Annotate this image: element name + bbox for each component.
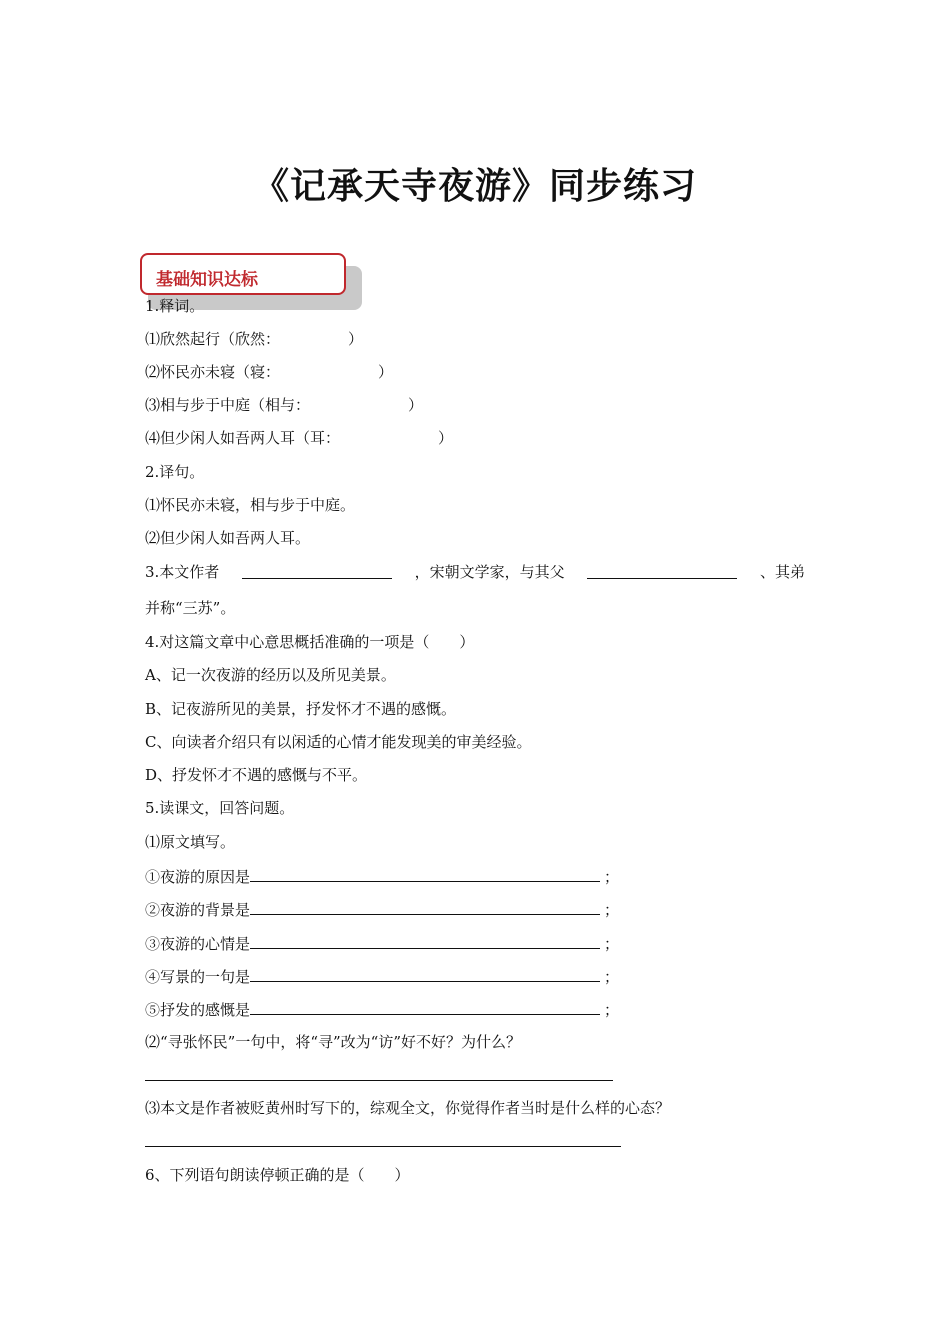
q4-option-d[interactable]: D、抒发怀才不遇的感慨与不平。 (145, 766, 368, 784)
q1-item-4: ⑷但少闲人如吾两人耳（耳： ） (145, 429, 454, 447)
q1-item-2: ⑵怀民亦未寝（寝： ） (145, 363, 394, 381)
q3-father-blank[interactable] (587, 562, 737, 579)
q5-fill-3-blank[interactable] (250, 932, 600, 949)
section-banner (140, 253, 346, 295)
q5-fill-5: ⑤抒发的感慨是 ； (145, 998, 619, 1020)
q4-option-c[interactable]: C、向读者介绍只有以闲适的心情才能发现美的审美经验。 (145, 733, 532, 751)
section-label: 基础知识达标 (156, 270, 258, 290)
q5-sub2-answer-line[interactable] (145, 1080, 613, 1081)
q5-sub3: ⑶本文是作者被贬黄州时写下的，综观全文，你觉得作者当时是什么样的心态？ (145, 1099, 671, 1117)
q1-item-3: ⑶相与步于中庭（相与： ） (145, 396, 424, 414)
q5-fill-2: ②夜游的背景是 ； (145, 898, 619, 920)
q5-sub2: ⑵“寻张怀民”一句中，将“寻”改为“访”好不好？为什么？ (145, 1033, 522, 1051)
q1-item-1: ⑴欣然起行（欣然： ） (145, 330, 364, 348)
page-title: 《记承天寺夜游》同步练习 (252, 166, 697, 207)
q3-line: 3.本文作者 ，宋朝文学家，与其父 、其弟 (145, 563, 805, 581)
q5-fill-5-blank[interactable] (250, 998, 600, 1015)
q3-continuation: 并称“三苏”。 (145, 599, 236, 617)
q5-sub3-answer-line[interactable] (145, 1146, 621, 1147)
q5-fill-3: ③夜游的心情是 ； (145, 932, 619, 954)
q4-stem: 4.对这篇文章中心意思概括准确的一项是（ ） (145, 633, 475, 651)
q5-fill-1: ①夜游的原因是 ； (145, 865, 619, 887)
q4-option-a[interactable]: A、记一次夜游的经历以及所见美景。 (145, 666, 396, 684)
q1-stem: 1.释词。 (145, 297, 205, 315)
q3-author-blank[interactable] (242, 562, 392, 579)
q6-stem: 6、下列语句朗读停顿正确的是（ ） (145, 1166, 410, 1184)
q2-stem: 2.译句。 (145, 463, 205, 481)
q5-stem: 5.读课文，回答问题。 (145, 799, 295, 817)
q2-item-2: ⑵但少闲人如吾两人耳。 (145, 529, 311, 547)
q5-fill-1-blank[interactable] (250, 865, 600, 882)
q4-option-b[interactable]: B、记夜游所见的美景，抒发怀才不遇的感慨。 (145, 700, 457, 718)
q5-fill-4-blank[interactable] (250, 965, 600, 982)
q2-item-1: ⑴怀民亦未寝，相与步于中庭。 (145, 496, 356, 514)
q5-sub1: ⑴原文填写。 (145, 833, 236, 851)
q5-fill-4: ④写景的一句是 ； (145, 965, 619, 987)
q5-fill-2-blank[interactable] (250, 898, 600, 915)
